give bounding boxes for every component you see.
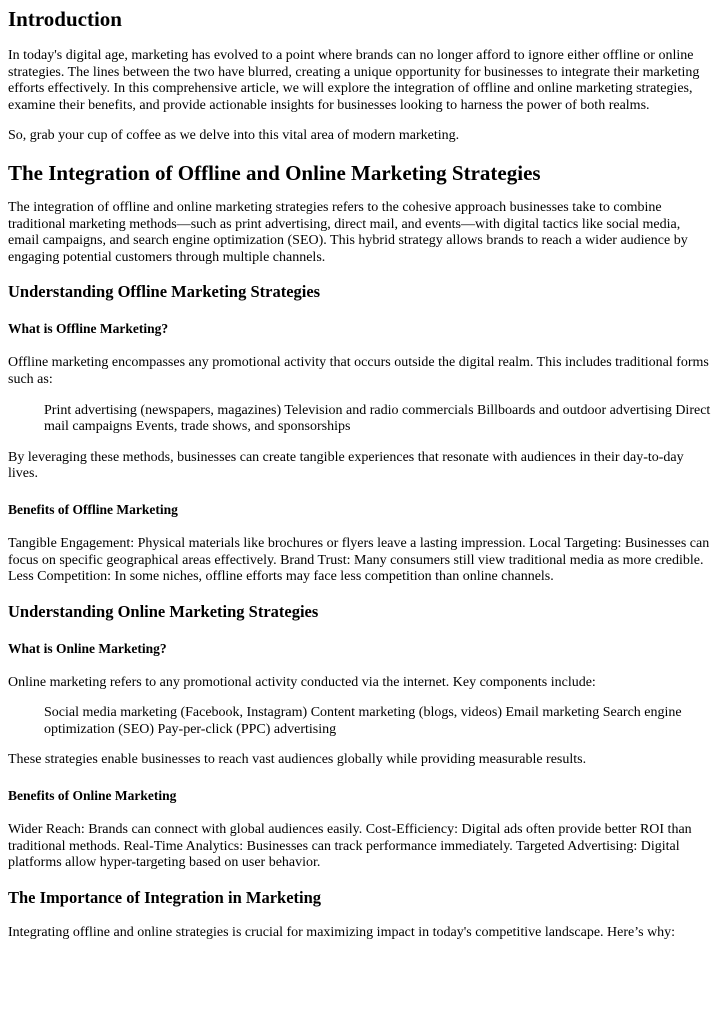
article — [0, 7, 720, 941]
importance-paragraph: Integrating offline and online strategies is crucial for maximizing impact in today's competitive landscape. Here’s why: — [8, 924, 676, 940]
importance-heading: The Importance of Integration in Marketing — [8, 887, 322, 907]
online-benefits-paragraph: Wider Reach: Brands can connect with global audiences easily. Cost-Efficiency: Digital ads often provide better ROI than traditional methods. Real-Time Analytics: Businesses can track performance immediately. Targeted Advertising: Digital platforms allow hyper-targeting based on user behavior. — [8, 822, 692, 871]
offline-what-heading: What is Offline Marketing? — [8, 321, 169, 337]
intro-paragraph-1: In today's digital age, marketing has evolved to a point where brands can no longer afford to ignore either offline or online strategies. The lines between the two have blurred, creating a unique opportunity for businesses to integrate their marketing efforts effectively. In this comprehensive article, we will explore the integration of offline and online marketing strategies, examine their benefits, and provide actionable insights for businesses looking to harness the power of both realms. — [8, 48, 700, 113]
offline-after-list: By leveraging these methods, businesses can create tangible experiences that resonate with audiences in their day-to-day lives. — [8, 449, 684, 482]
integration-paragraph: The integration of offline and online marketing strategies refers to the cohesive approach businesses take to combine traditional marketing methods—such as print advertising, direct mail, and events—with digital tactics like social media, email campaigns, and search engine optimization (SEO). This hybrid strategy allows brands to reach a wider audience by engaging potential customers through multiple channels. — [8, 199, 688, 265]
offline-benefits-paragraph: Tangible Engagement: Physical materials like brochures or flyers leave a lasting impression. Local Targeting: Businesses can focus on specific geographical areas effectively. Brand Trust: Many consumers still view traditional media as more credible. Less Competition: In some niches, offline efforts may face less competition than online channels. — [8, 535, 710, 585]
offline-benefits-heading: Benefits of Offline Marketing — [8, 501, 178, 517]
offline-list: Print advertising (newspapers, magazines) Television and radio commercials Billboards and outdoor advertising Direct mail campaigns Events, trade shows, and sponsorships — [44, 402, 711, 435]
intro-paragraph-2: So, grab your cup of coffee as we delve into this vital area of modern marketing. — [8, 128, 460, 144]
online-what-heading: What is Online Marketing? — [8, 640, 167, 656]
online-after-list: These strategies enable businesses to reach vast audiences globally while providing measurable results. — [8, 752, 587, 768]
online-what-paragraph: Online marketing refers to any promotional activity conducted via the internet. Key components include: — [8, 674, 596, 690]
online-benefits-heading: Benefits of Online Marketing — [8, 788, 177, 804]
online-heading: Understanding Online Marketing Strategies — [8, 601, 319, 621]
offline-what-paragraph: Offline marketing encompasses any promotional activity that occurs outside the digital realm. This includes traditional forms such as: — [8, 355, 709, 387]
intro-heading: Introduction — [8, 7, 122, 31]
integration-heading: The Integration of Offline and Online Marketing Strategies — [8, 160, 541, 185]
online-list: Social media marketing (Facebook, Instagram) Content marketing (blogs, videos) Email marketing Search engine optimization (SEO) Pay-per-click (PPC) advertising — [44, 705, 682, 737]
offline-heading: Understanding Offline Marketing Strategies — [8, 282, 321, 302]
